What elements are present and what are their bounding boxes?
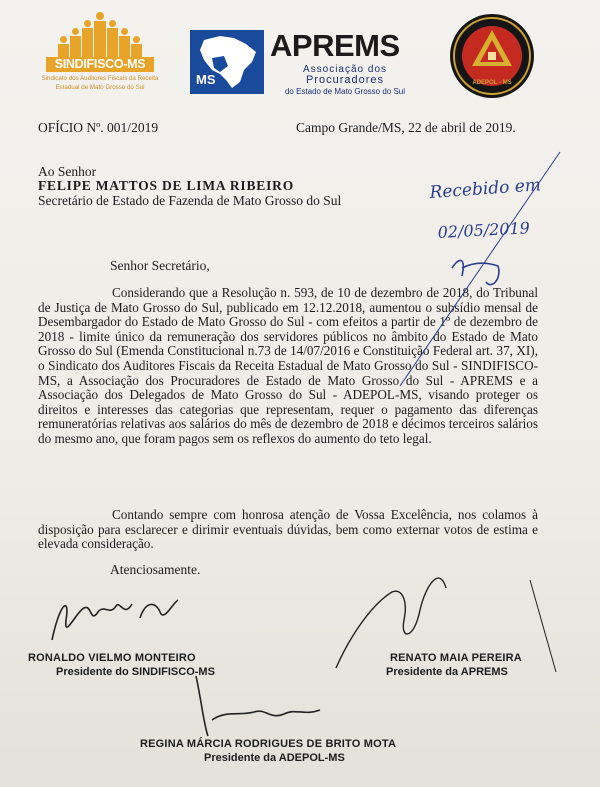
vocative: Senhor Secretário, [110,258,210,273]
received-date: 02/05/2019 [437,218,531,242]
recipient-role: Secretário de Estado de Fazenda de Mato Grosso do Sul [38,193,342,208]
aprems-subtitle-3: do Estado de Mato Grosso do Sul [284,87,406,96]
adepol-emblem-text: ADEPOL - MS [472,80,512,86]
signature-1-name: RONALDO VIELMO MONTEIRO [28,652,196,664]
letter-date: Campo Grande/MS, 22 de abril de 2019. [296,120,516,135]
signature-3-name: REGINA MÁRCIA RODRIGUES DE BRITO MOTA [140,738,397,750]
salute-to: Ao Senhor [38,164,97,179]
aprems-name: APREMS [270,28,400,63]
aprems-ms-badge: MS [196,72,216,87]
signature-3-role: Presidente da ADEPOL-MS [204,752,345,764]
body-paragraph-1: Considerando que a Resolução n. 593, de 10 de dezembro de 2018, do Tribunal de Justiça de Mato Grosso do Sul, publicado em 12.12.2018, aumentou o subsídio mensal de Desembargador do Estado de Mato Grosso do Sul - com efeitos a partir de 1º de dezembro de 2018 - limite único da remuneração dos servidores públicos no âmbito do Estado de Mato Grosso do Sul (Emenda Constitucional n.73 de 14/07/2016 e Constituição Federal art. 37, XI), o Sindicato dos Auditores Fiscais da Receita Estadual de Mato Grosso do Sul - SINDIFISCO-MS, a Associação dos Procuradores de Estado de Mato Grosso do Sul - APREMS e a Associação dos Delegados de Mato Grosso do Sul - ADEPOL-MS, visando proteger os direitos e interesses das categorias que representam, requer o pagamento das diferenças remuneratórias relativas aos salários do mês de dezembro de 2018 e décimos terceiros salários do mesmo ano, que foram pagos sem os reflexos do aumento do teto legal. [38,285,538,446]
aprems-subtitle-1: Associação dos [302,64,388,75]
body-paragraph-2: Contando sempre com honrosa atenção de Vossa Excelência, nos colamos à disposição para esclarecer e dirimir eventuais dúvidas, bem como externar votos de estima e elevada consideração. [38,507,538,552]
recipient-name: FELIPE MATTOS DE LIMA RIBEIRO [38,178,294,193]
aprems-subtitle-2: Procuradores [305,74,385,86]
closing: Atenciosamente. [110,562,201,577]
sindifisco-subtitle-2: Estadual de Mato Grosso do Sul [55,84,145,91]
signature-2-name: RENATO MAIA PEREIRA [390,652,522,664]
signature-2-role: Presidente da APREMS [386,666,508,678]
sindifisco-name: SINDIFISCO-MS [46,57,154,72]
letter-reference: OFÍCIO Nº. 001/2019 [38,120,159,135]
received-text: Recebido em [428,175,542,203]
sindifisco-subtitle-1: Sindicato dos Auditores Fiscais da Receita [41,75,159,82]
received-initials-scribble [452,260,499,284]
signature-1-role: Presidente do SINDIFISCO-MS [56,666,215,678]
